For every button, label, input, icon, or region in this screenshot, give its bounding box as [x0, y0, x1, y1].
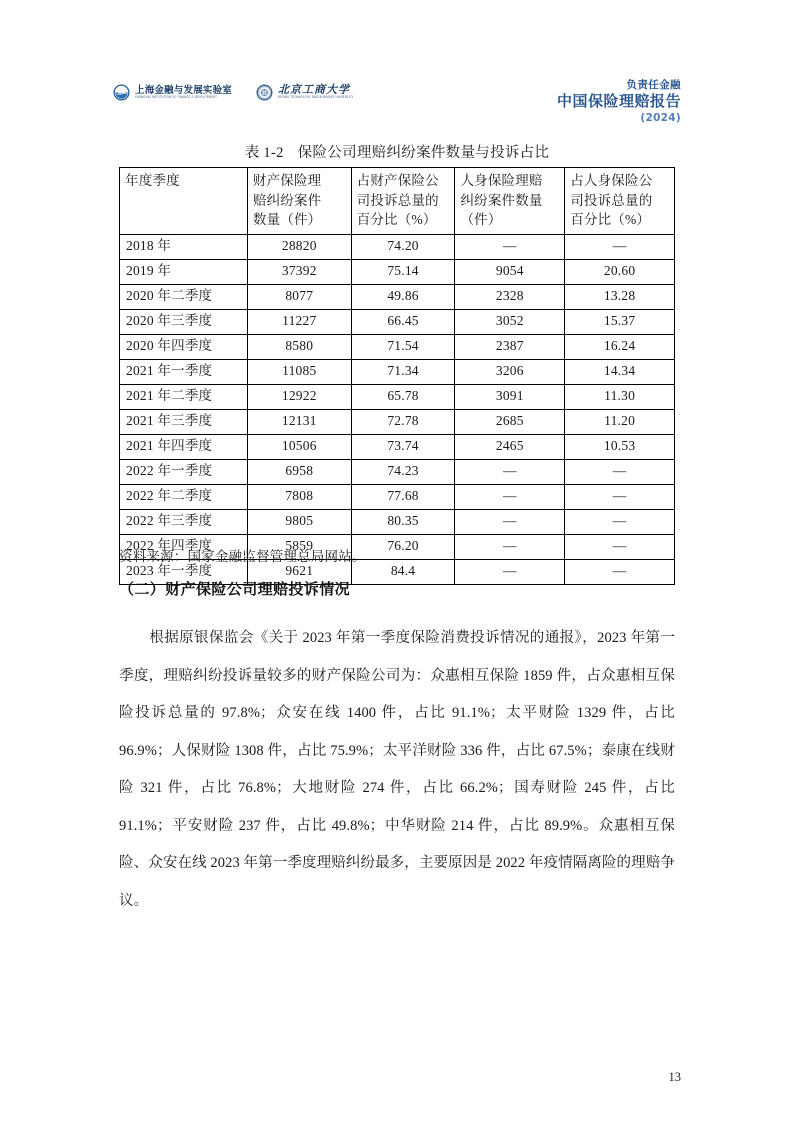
cell-period: 2022 年二季度 [120, 484, 248, 509]
cell-property-pct: 74.20 [351, 234, 455, 259]
cell-life-pct: 16.24 [565, 334, 675, 359]
cell-property-pct: 80.35 [351, 509, 455, 534]
column-header-property-cases: 财产保险理 赔纠纷案件 数量（件） [247, 168, 351, 235]
cell-life-cases: — [455, 559, 565, 584]
cell-property-cases: 28820 [247, 234, 351, 259]
table-source-note: 资料来源：国家金融监督管理总局网站。 [119, 549, 366, 564]
cell-property-pct: 75.14 [351, 259, 455, 284]
column-header-property-pct: 占财产保险公 司投诉总量的 百分比（%） [351, 168, 455, 235]
btbu-logo-text [278, 85, 353, 100]
btbu-logo-en: BEIJING TECHNOLOGY AND BUSINESS UNIVERSITY [278, 96, 354, 100]
section-paragraph-text: 根据原银保监会《关于 2023 年第一季度保险消费投诉情况的通报》，2023 年第一季度，理赔纠纷投诉量较多的财产保险公司为：众惠相互保险 1859 件，占众惠相互保险投诉总量的 97.8%；众安在线 1400 件，占比 91.1%；太平财险 1329 件，占比 96.9%；人保财险 1308 件，占比 75.9%；太平洋财险 336 件，占比 67.5%；泰康在线财险 321 件，占比 76.8%；大地财险 274 件，占比 66.2%；国寿财险 245 件，占比 91.1%；平安财险 237 件，占比 49.8%；中华财险 214 件，占比 89.9%。众惠相互保险、众安在线 2023 年第一季度理赔纠纷最多，主要原因是 2022 年疫情隔离险的理赔争议。 [119, 630, 675, 909]
cell-property-pct: 74.23 [351, 459, 455, 484]
cell-life-cases: — [455, 509, 565, 534]
column-header-life-pct: 占人身保险公 司投诉总量的 百分比（%） [565, 168, 675, 235]
cell-property-pct: 76.20 [351, 534, 455, 559]
cell-life-pct: — [565, 534, 675, 559]
cell-property-pct: 71.54 [351, 334, 455, 359]
cell-life-pct: 11.30 [565, 384, 675, 409]
table-caption-title: 保险公司理赔纠纷案件数量与投诉占比 [297, 145, 550, 161]
cell-life-pct: 14.34 [565, 359, 675, 384]
cell-property-cases: 9621 [247, 559, 351, 584]
cell-property-pct: 65.78 [351, 384, 455, 409]
cell-life-pct: 15.37 [565, 309, 675, 334]
cell-life-cases: 2387 [455, 334, 565, 359]
report-title: 中国保险理赔报告 [556, 92, 681, 110]
cell-life-pct: 13.28 [565, 284, 675, 309]
cell-property-cases: 9805 [247, 509, 351, 534]
cell-property-cases: 37392 [247, 259, 351, 284]
cell-life-pct: — [565, 509, 675, 534]
cell-life-cases: 2465 [455, 434, 565, 459]
cell-property-pct: 66.45 [351, 309, 455, 334]
sifd-emblem-icon [113, 84, 130, 101]
cell-property-cases: 6958 [247, 459, 351, 484]
cell-life-cases: 3091 [455, 384, 565, 409]
cell-property-pct: 49.86 [351, 284, 455, 309]
cell-life-cases: — [455, 234, 565, 259]
report-year: (2024) [640, 112, 681, 124]
column-header-period: 年度季度 [120, 168, 248, 235]
logo-group [113, 84, 353, 101]
claims-dispute-table [119, 167, 675, 585]
cell-period: 2018 年 [120, 234, 248, 259]
cell-period: 2020 年二季度 [120, 284, 248, 309]
table-caption-number: 表 1-2 [244, 145, 284, 161]
cell-period: 2022 年一季度 [120, 459, 248, 484]
cell-life-cases: 3052 [455, 309, 565, 334]
cell-life-pct: — [565, 484, 675, 509]
cell-period: 2022 年四季度 [120, 534, 248, 559]
table-row [120, 284, 675, 309]
table-row [120, 409, 675, 434]
table-row [120, 234, 675, 259]
cell-property-cases: 8077 [247, 284, 351, 309]
sifd-logo-en: SHANGHAI INSTITUTION OF FINANCE & DEVELOPMENT [135, 95, 218, 100]
cell-life-pct: — [565, 559, 675, 584]
cell-property-cases: 10506 [247, 434, 351, 459]
cell-period: 2021 年一季度 [120, 359, 248, 384]
cell-property-cases: 11085 [247, 359, 351, 384]
column-header-life-cases: 人身保险理赔 纠纷案件数量 （件） [455, 168, 565, 235]
cell-property-pct: 72.78 [351, 409, 455, 434]
cell-property-pct: 73.74 [351, 434, 455, 459]
cell-life-pct: 20.60 [565, 259, 675, 284]
table-caption [113, 143, 681, 163]
cell-life-cases: — [455, 534, 565, 559]
table-row [120, 459, 675, 484]
table-row [120, 434, 675, 459]
cell-life-pct: — [565, 459, 675, 484]
cell-property-pct: 71.34 [351, 359, 455, 384]
cell-property-cases: 5859 [247, 534, 351, 559]
cell-property-cases: 12131 [247, 409, 351, 434]
cell-property-pct: 84.4 [351, 559, 455, 584]
table-header-row [120, 168, 675, 235]
logo-shanghai-institute-finance-development [113, 84, 232, 101]
cell-life-pct: 11.20 [565, 409, 675, 434]
logo-beijing-technology-business-university [256, 84, 353, 101]
cell-period: 2020 年四季度 [120, 334, 248, 359]
table-row [120, 309, 675, 334]
cell-period: 2021 年三季度 [120, 409, 248, 434]
cell-life-cases: 2328 [455, 284, 565, 309]
report-series-label: 负责任金融 [626, 79, 681, 91]
cell-property-cases: 12922 [247, 384, 351, 409]
cell-property-cases: 7808 [247, 484, 351, 509]
cell-property-cases: 11227 [247, 309, 351, 334]
table-row [120, 359, 675, 384]
cell-period: 2020 年三季度 [120, 309, 248, 334]
table-body [120, 234, 675, 584]
cell-property-pct: 77.68 [351, 484, 455, 509]
cell-life-cases: 3206 [455, 359, 565, 384]
cell-period: 2023 年一季度 [120, 559, 248, 584]
page-header [113, 78, 681, 126]
section-heading: （二）财产保险公司理赔投诉情况 [119, 580, 351, 598]
cell-life-pct: 10.53 [565, 434, 675, 459]
btbu-logo-cn: 北京工商大学 [278, 83, 351, 96]
section-paragraph [119, 620, 675, 920]
cell-period: 2022 年三季度 [120, 509, 248, 534]
table-row [120, 484, 675, 509]
table-row [120, 384, 675, 409]
cell-life-cases: 2685 [455, 409, 565, 434]
cell-period: 2021 年二季度 [120, 384, 248, 409]
cell-life-pct: — [565, 234, 675, 259]
cell-period: 2019 年 [120, 259, 248, 284]
page-number: 13 [668, 1070, 681, 1084]
btbu-emblem-icon [256, 84, 273, 101]
sifd-logo-text [135, 86, 232, 100]
table-row [120, 509, 675, 534]
cell-life-cases: 9054 [455, 259, 565, 284]
cell-life-cases: — [455, 459, 565, 484]
cell-period: 2021 年四季度 [120, 434, 248, 459]
sifd-logo-cn: 上海金融与发展实验室 [135, 84, 233, 96]
table-row [120, 259, 675, 284]
table-row [120, 334, 675, 359]
report-title-block [557, 78, 681, 125]
cell-life-cases: — [455, 484, 565, 509]
cell-property-cases: 8580 [247, 334, 351, 359]
